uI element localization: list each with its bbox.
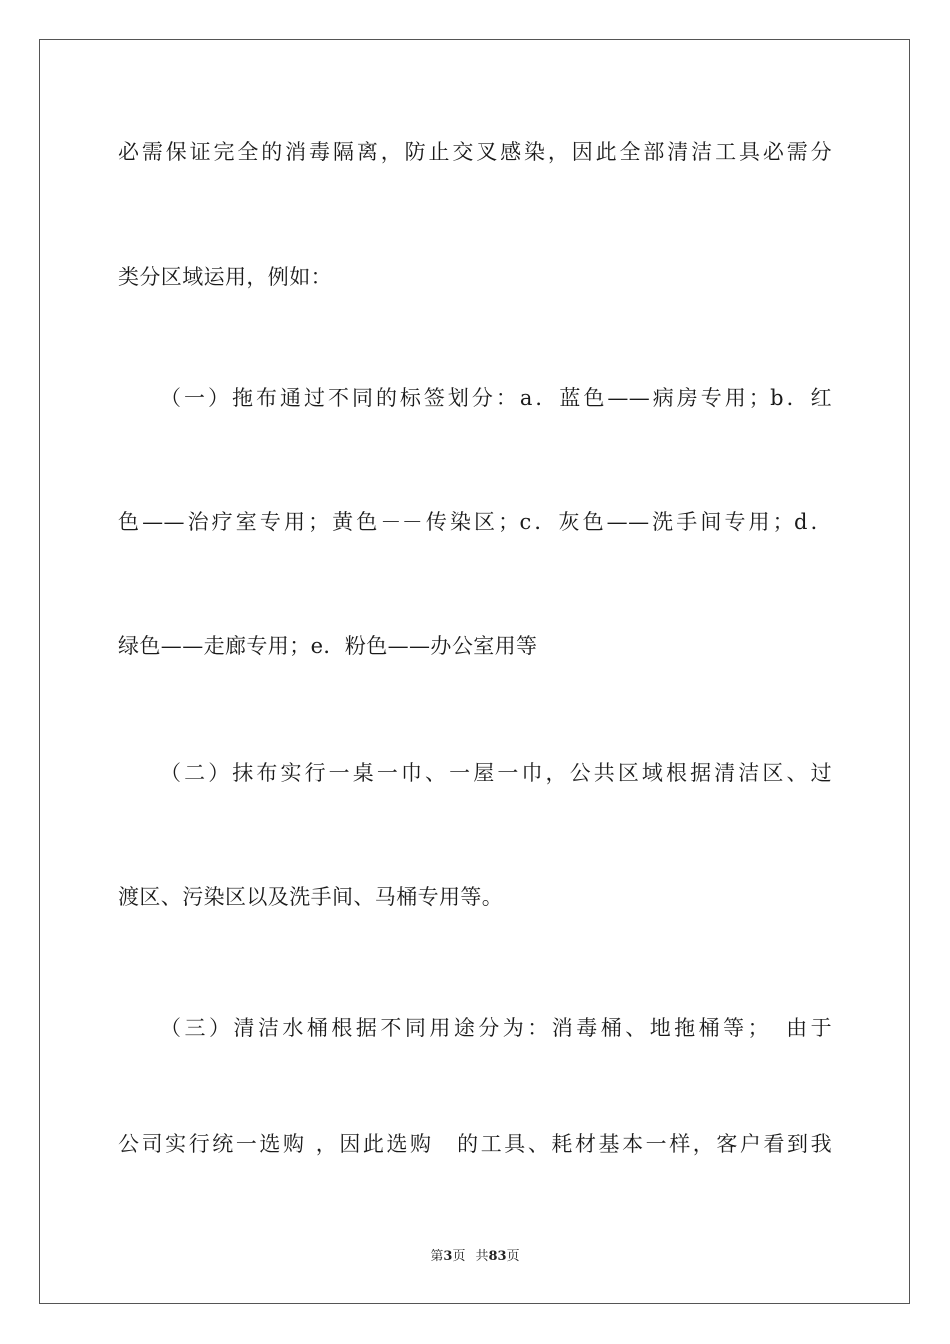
body-line-1: 必需保证完全的消毒隔离，防止交叉感染，因此全部清洁工具必需分	[118, 140, 832, 164]
footer-total-suffix: 页	[506, 1249, 520, 1264]
body-line-6: （二）抹布实行一桌一巾、一屋一巾，公共区域根据清洁区、过	[160, 761, 832, 785]
body-line-3: （一）拖布通过不同的标签划分：a．蓝色——病房专用；b．红	[160, 386, 832, 410]
body-line-2: 类分区域运用，例如：	[118, 265, 332, 289]
footer-page-number: 3	[443, 1249, 453, 1264]
footer-total-prefix: 共	[475, 1249, 489, 1264]
body-line-5: 绿色——走廊专用；e．粉色——办公室用等	[118, 634, 538, 658]
body-line-8: （三）清洁水桶根据不同用途分为：消毒桶、地拖桶等； 由于	[160, 1016, 832, 1040]
footer-total-pages: 83	[488, 1249, 507, 1264]
body-line-4: 色——治疗室专用；黄色－－传染区；c．灰色——洗手间专用；d．	[118, 510, 832, 534]
page-frame	[39, 39, 910, 1304]
body-line-7: 渡区、污染区以及洗手间、马桶专用等。	[118, 885, 504, 909]
footer-page-suffix: 页	[452, 1249, 466, 1264]
page-footer	[0, 1248, 950, 1266]
footer-page-prefix: 第	[430, 1249, 444, 1264]
body-line-9: 公司实行统一选购 ，因此选购 的工具、耗材基本一样，客户看到我	[118, 1132, 832, 1156]
